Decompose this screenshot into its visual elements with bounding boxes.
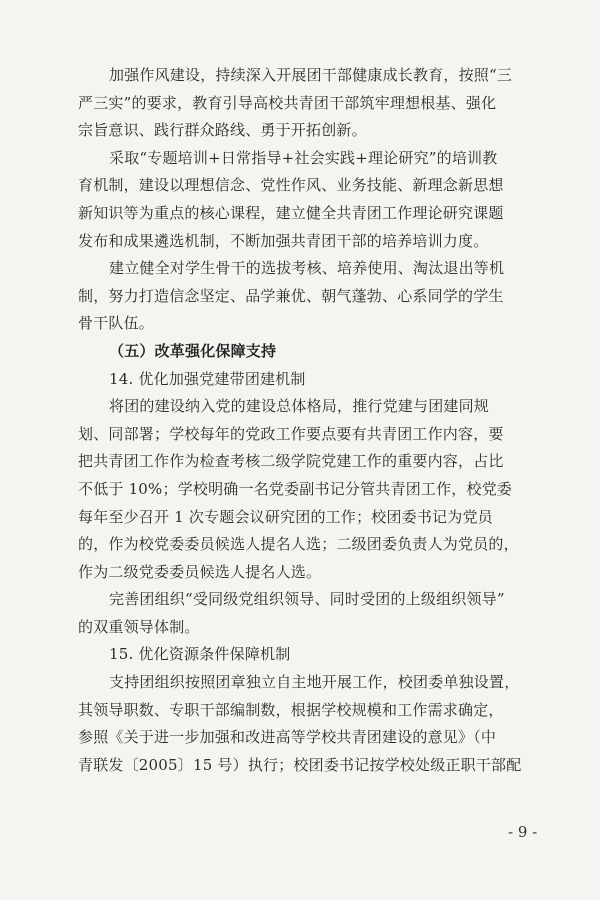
text-line: 15. 优化资源条件保障机制: [109, 645, 291, 664]
text-line: 育机制，建设以理想信念、党性作风、业务技能、新理念新思想: [78, 176, 504, 195]
text-line: 其领导职数、专职干部编制数，根据学校规模和工作需求确定，: [78, 700, 504, 719]
text-line: 参照《关于进一步加强和改进高等学校共青团建设的意见》（中: [78, 728, 497, 747]
text-line: 的，作为校党委委员候选人提名人选；二级团委负责人为党员的，: [78, 535, 519, 554]
text-line: 作为二级党委委员候选人提名人选。: [78, 562, 322, 581]
text-line: 加强作风建设，持续深入开展团干部健康成长教育，按照“三: [109, 66, 513, 84]
text-line: 不低于 10%；学校明确一名党委副书记分管共青团工作，校党委: [78, 479, 513, 498]
text-line: 制，努力打造信念坚定、品学兼优、朝气蓬勃、心系同学的学生: [78, 286, 504, 305]
text-line: 严三实”的要求，教育引导高校共青团干部筑牢理想根基、强化: [78, 93, 497, 112]
text-line: 每年至少召开 1 次专题会议研究团的工作；校团委书记为党员: [78, 507, 493, 526]
text-line: 建立健全对学生骨干的选拔考核、培养使用、淘汰退出等机: [109, 259, 505, 278]
text-line: 支持团组织按照团章独立自主地开展工作，校团委单独设置，: [109, 673, 520, 692]
text-line: 采取“专题培训+日常指导+社会实践+理论研究”的培训教: [109, 148, 498, 167]
text-line: 的双重领导体制。: [78, 617, 200, 636]
text-line: 发布和成果遴选机制，不断加强共青团干部的培养培训力度。: [78, 231, 489, 250]
text-line: 划、同部署；学校每年的党政工作要点要有共青团工作内容，要: [78, 424, 504, 443]
page-number: - 9 -: [508, 823, 538, 841]
text-line: 把共青团工作作为检查考核二级学院党建工作的重要内容，占比: [78, 452, 504, 471]
text-line: 骨干队伍。: [78, 314, 155, 333]
section-heading: （五）改革强化保障支持: [109, 341, 277, 360]
text-line: 14. 优化加强党建带团建机制: [109, 369, 306, 388]
text-line: 新知识等为重点的核心课程，建立健全共青团工作理论研究课题: [78, 203, 504, 222]
text-line: 完善团组织“受同级党组织领导、同时受团的上级组织领导”: [109, 590, 505, 609]
text-line: 青联发〔2005〕15 号）执行；校团委书记按学校处级正职干部配: [78, 755, 522, 774]
document-body: [78, 62, 552, 779]
text-line: 宗旨意识、践行群众路线、勇于开拓创新。: [78, 121, 367, 140]
text-line: 将团的建设纳入党的建设总体格局，推行党建与团建同规: [109, 397, 490, 416]
